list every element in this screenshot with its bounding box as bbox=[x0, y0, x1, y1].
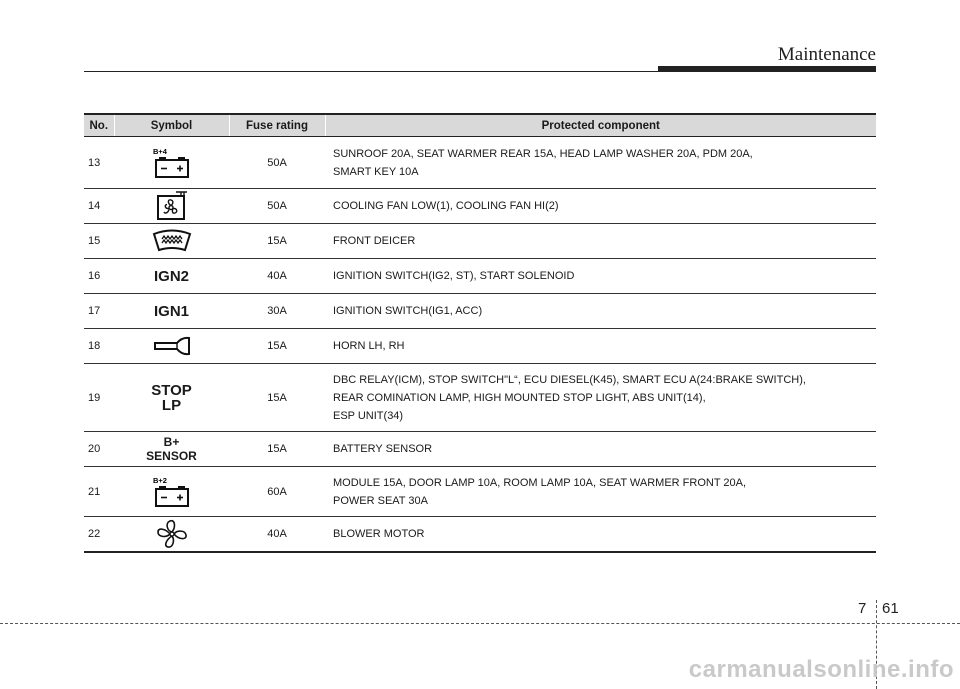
component-line: DBC RELAY(ICM), STOP SWITCH"L“, ECU DIESEL(K45), SMART ECU A(24:BRAKE SWITCH), bbox=[333, 373, 806, 386]
fuse-rating: 15A bbox=[229, 329, 325, 364]
battery-label: B+2 bbox=[152, 475, 167, 485]
fuse-rating: 60A bbox=[229, 467, 325, 517]
fuse-number: 15 bbox=[84, 224, 114, 259]
header-rule-accent bbox=[658, 66, 876, 72]
table-row bbox=[84, 517, 876, 552]
horn-icon bbox=[114, 335, 229, 357]
protected-component bbox=[325, 329, 876, 364]
column-header-no: No. bbox=[84, 114, 114, 137]
table-row bbox=[84, 467, 876, 517]
fuse-number: 13 bbox=[84, 137, 114, 189]
protected-component bbox=[325, 294, 876, 329]
fuse-symbol bbox=[114, 364, 229, 432]
fuse-symbol bbox=[114, 189, 229, 224]
fuse-symbol bbox=[114, 432, 229, 467]
table-row bbox=[84, 224, 876, 259]
table-header-row bbox=[84, 114, 876, 137]
fuse-number: 17 bbox=[84, 294, 114, 329]
component-line: FRONT DEICER bbox=[333, 235, 416, 247]
symbol-text-line: LP bbox=[161, 396, 182, 414]
column-header-protected-component: Protected component bbox=[325, 114, 876, 137]
battery-label: B+4 bbox=[152, 146, 167, 156]
page-section-title: Maintenance bbox=[777, 44, 876, 65]
table-row bbox=[84, 137, 876, 189]
symbol-text-line: STOP bbox=[151, 381, 192, 399]
component-line: IGNITION SWITCH(IG2, ST), START SOLENOID bbox=[333, 270, 575, 282]
fuse-symbol bbox=[114, 224, 229, 259]
protected-component bbox=[325, 467, 876, 517]
fuse-rating: 50A bbox=[229, 189, 325, 224]
component-line: COOLING FAN LOW(1), COOLING FAN HI(2) bbox=[333, 200, 559, 212]
fuse-number: 14 bbox=[84, 189, 114, 224]
symbol-text-line: B+ bbox=[163, 435, 180, 449]
watermark: carmanualsonline.info bbox=[688, 656, 954, 683]
fuse-number: 18 bbox=[84, 329, 114, 364]
fuse-rating: 40A bbox=[229, 517, 325, 552]
component-line: SUNROOF 20A, SEAT WARMER REAR 15A, HEAD LAMP WASHER 20A, PDM 20A, bbox=[333, 147, 753, 160]
fuse-rating: 40A bbox=[229, 259, 325, 294]
component-line: REAR COMINATION LAMP, HIGH MOUNTED STOP LIGHT, ABS UNIT(14), bbox=[333, 391, 706, 404]
fuse-number: 16 bbox=[84, 259, 114, 294]
column-header-fuse-rating: Fuse rating bbox=[229, 114, 325, 137]
symbol-text bbox=[151, 383, 192, 413]
protected-component bbox=[325, 364, 876, 432]
page-number: 61 bbox=[882, 600, 899, 617]
fuse-symbol bbox=[114, 329, 229, 364]
chapter-number: 7 bbox=[858, 600, 867, 617]
table-row bbox=[84, 432, 876, 467]
component-line: BATTERY SENSOR bbox=[333, 443, 433, 455]
table-row bbox=[84, 364, 876, 432]
component-line: MODULE 15A, DOOR LAMP 10A, ROOM LAMP 10A, SEAT WARMER FRONT 20A, bbox=[333, 476, 747, 489]
fuse-number: 19 bbox=[84, 364, 114, 432]
symbol-text: IGN2 bbox=[153, 267, 189, 285]
fuse-number: 21 bbox=[84, 467, 114, 517]
fuse-rating: 15A bbox=[229, 432, 325, 467]
footer-rule bbox=[0, 623, 960, 624]
protected-component bbox=[325, 189, 876, 224]
fuse-rating: 15A bbox=[229, 224, 325, 259]
fuse-rating: 30A bbox=[229, 294, 325, 329]
protected-component bbox=[325, 224, 876, 259]
protected-component bbox=[325, 137, 876, 189]
fuse-symbol bbox=[114, 294, 229, 329]
battery-icon bbox=[114, 475, 229, 509]
symbol-text bbox=[146, 435, 197, 463]
symbol-text-line: SENSOR bbox=[146, 449, 197, 463]
fuse-symbol bbox=[114, 259, 229, 294]
protected-component bbox=[325, 432, 876, 467]
fuse-symbol bbox=[114, 517, 229, 552]
component-line: BLOWER MOTOR bbox=[333, 527, 425, 540]
fuse-rating: 15A bbox=[229, 364, 325, 432]
fuse-table bbox=[84, 113, 876, 553]
table-row bbox=[84, 189, 876, 224]
component-line: SMART KEY 10A bbox=[333, 165, 419, 178]
battery-icon bbox=[114, 146, 229, 180]
component-line: POWER SEAT 30A bbox=[333, 494, 428, 507]
header-rule bbox=[84, 71, 660, 72]
symbol-text: IGN1 bbox=[153, 302, 189, 320]
component-line: IGNITION SWITCH(IG1, ACC) bbox=[333, 305, 483, 317]
fuse-symbol bbox=[114, 137, 229, 189]
fuse-rating: 50A bbox=[229, 137, 325, 189]
protected-component bbox=[325, 259, 876, 294]
fuse-number: 20 bbox=[84, 432, 114, 467]
protected-component bbox=[325, 517, 876, 552]
fuse-symbol bbox=[114, 467, 229, 517]
column-header-symbol: Symbol bbox=[114, 114, 229, 137]
cooling-fan-icon bbox=[114, 191, 229, 221]
table-row bbox=[84, 294, 876, 329]
blower-fan-icon bbox=[114, 518, 229, 550]
front-deicer-icon bbox=[114, 228, 229, 254]
component-line: HORN LH, RH bbox=[333, 340, 405, 352]
component-line: ESP UNIT(34) bbox=[333, 409, 404, 422]
fuse-number: 22 bbox=[84, 517, 114, 552]
table-row bbox=[84, 329, 876, 364]
table-row bbox=[84, 259, 876, 294]
